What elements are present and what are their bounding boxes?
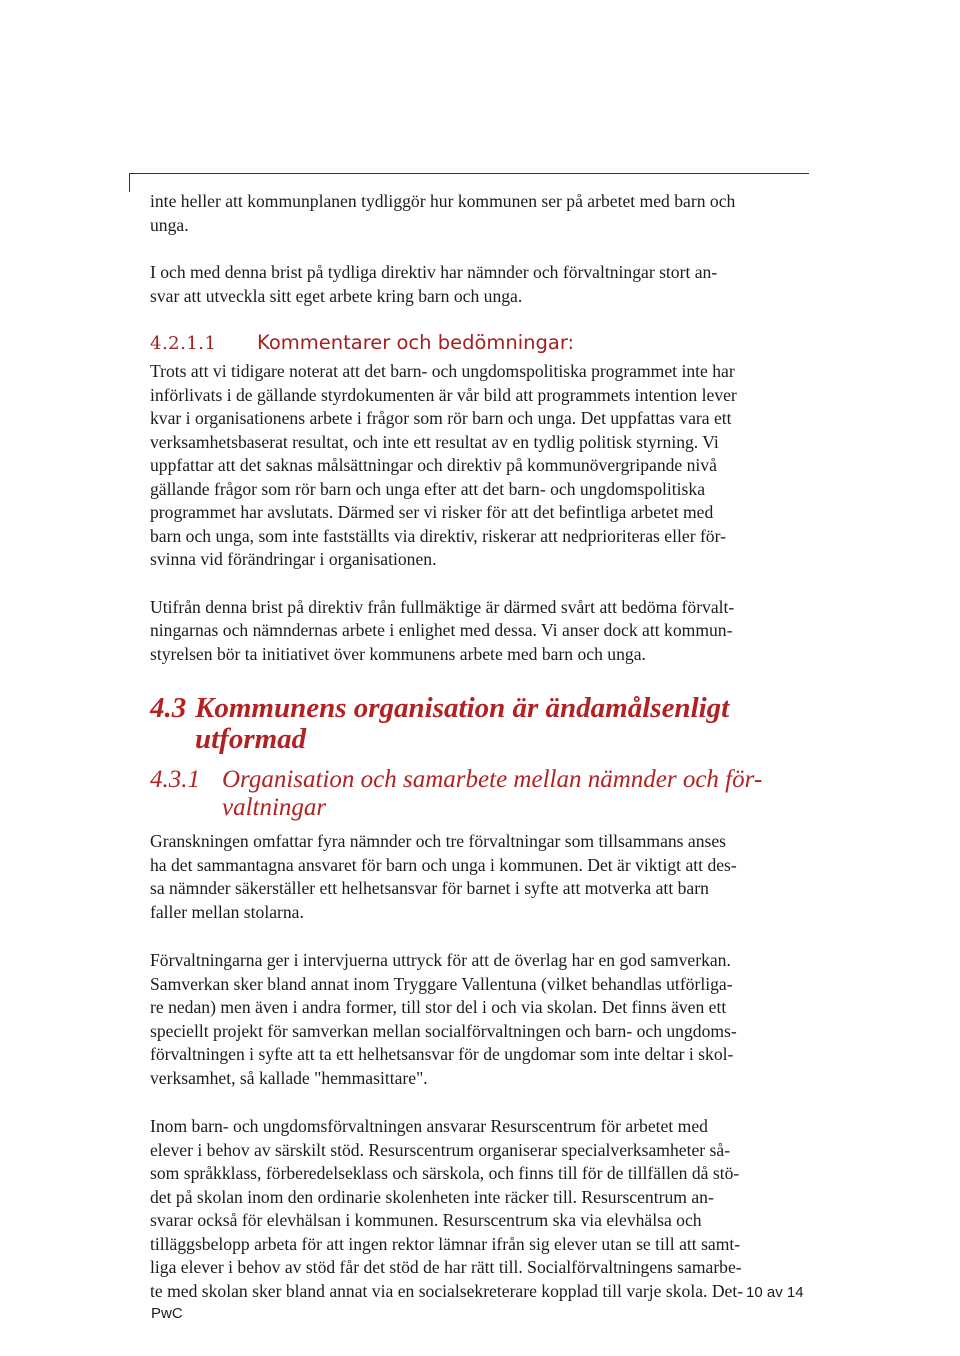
page-number: 10 av 14 [746, 1284, 804, 1301]
paragraph-2: I och med denna brist på tydliga direktiv har nämnder och förvaltningar stort an- svar att utveckla sitt eget arbete kring barn och unga. [150, 262, 718, 306]
paragraph-5: Granskningen omfattar fyra nämnder och tre förvaltningar som tillsammans anses ha det sammantagna ansvaret för barn och unga i kommunen. Det är viktigt att des- sa nämnder säkerställer ett helhetsansvar för barnet i syfte att motverka att barn faller mellan stolarna. [150, 831, 737, 922]
paragraph-7: Inom barn- och ungdomsförvaltningen ansvarar Resurscentrum för arbetet med elever i behov av särskilt stöd. Resurscentrum organiserar specialverksamheter så- som språkklass, förberedelseklass och särskola, och finns till för de tillfällen då stö- det på skolan inom den ordinarie skolenheten inte räcker till. Resurscentrum an- svarar också för elevhälsan i kommunen. Resurscentrum ska via elevhälsa och tilläggsbelopp arbeta för att ingen rektor lämnar ifrån sig elever utan se till att samt- liga elever i behov av stöd får det stöd de har rätt till. Socialförvaltningens samarbe- te med skolan sker bland annat via en socialsekreterare kopplad till varje skola. Det- [150, 1116, 744, 1301]
heading-title: Organisation och samarbete mellan nämnder och för- valtningar [222, 766, 763, 821]
paragraph-6: Förvaltningarna ger i intervjuerna uttryck för att de överlag har en god samverkan. Samverkan sker bland annat inom Tryggare Vallentuna (vilket behandlas utförliga- re nedan) men även i andra former, till stor del i och via skolan. Det finns även ett speciellt projekt för samverkan mellan socialförvaltningen och barn- och ungdoms- förvaltningen i syfte att ta ett helhetsansvar för de ungdomar som inte deltar i skol- verksamhet, så kallade "hemmasittare". [150, 950, 737, 1088]
heading-title: Kommentarer och bedömningar: [257, 331, 575, 354]
header-tick [129, 173, 130, 192]
heading-number: 4.2.1.1 [150, 333, 217, 354]
paragraph-1: inte heller att kommunplanen tydliggör hur kommunen ser på arbetet med barn och unga. [150, 191, 736, 235]
paragraph-3: Trots att vi tidigare noterat att det barn- och ungdomspolitiska programmet inte har införlivats i de gällande styrdokumenten är vår bild att programmets intention lever kvar i organisationens arbete i frågor som rör barn och unga. Det uppfattas vara ett verksamhetsbaserat resultat, och inte ett resultat av en tydlig politisk styrning. Vi uppfattar att det saknas målsättningar och direktiv på kommunövergripande nivå gällande frågor som rör barn och unga efter att det barn- och ungdomspolitiska programmet har avslutats. Därmed ser vi risker för att det befintliga arbetet med barn och unga, som inte fastställts via direktiv, riskerar att nedprioriteras eller för- svinna vid förändringar i organisationen. [150, 361, 737, 569]
heading-4-2-1-1 [150, 331, 822, 356]
heading-4-3-1 [150, 766, 822, 822]
page-content [150, 190, 822, 1303]
paragraph-4: Utifrån denna brist på direktiv från fullmäktige är därmed svårt att bedöma förvalt- ningarnas och nämndernas arbete i enlighet med dessa. Vi anser dock att kommun- styrelsen bör ta initiativet över kommunens arbete med barn och unga. [150, 596, 735, 664]
heading-number: 4.3.1 [150, 766, 200, 793]
heading-4-3 [150, 693, 822, 755]
heading-number: 4.3 [150, 692, 187, 724]
company-name: PwC [151, 1305, 183, 1322]
header-rule [129, 173, 809, 174]
heading-title: Kommunens organisation är ändamålsenligt utformad [195, 692, 730, 755]
